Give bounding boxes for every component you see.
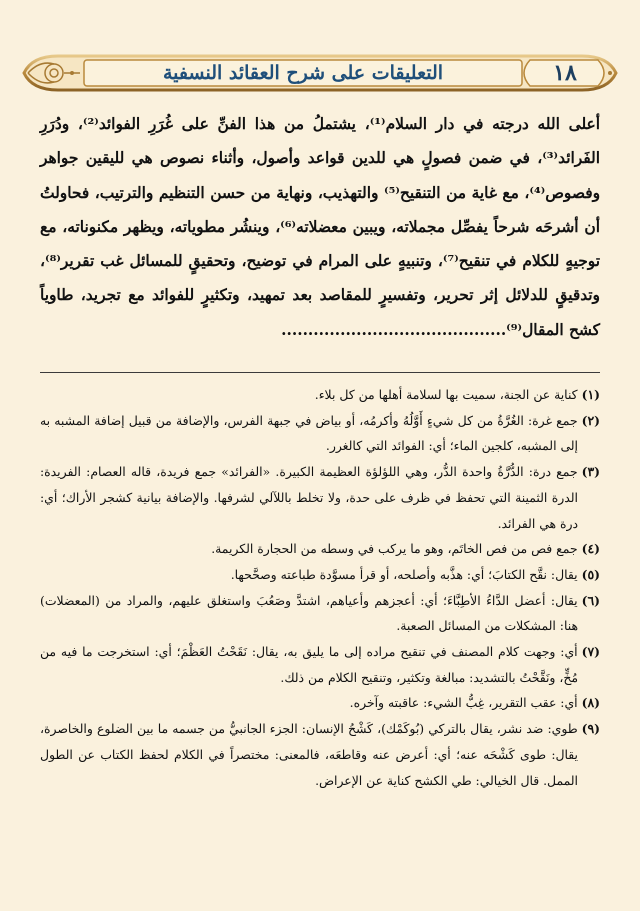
main-text-block <box>40 107 600 347</box>
footnote-text: جمع درة: الدُّرَّةُ واحدة الدُّر، وهي اللؤلؤة العظيمة الكبيرة. «الفرائد» جمع فريدة، قاله العصام: الفريدة: الدرة الثمينة التي تحفظ في ظرف على حدة، ولا تخلط باللآلي لشرفها. والإضافة بيانية كشجر الأراك؛ أي: درة هي الفرائد. <box>40 464 578 531</box>
footnote-5 <box>40 562 600 588</box>
footnote-1 <box>40 382 600 408</box>
footnote-4 <box>40 536 600 562</box>
footnote-7 <box>40 639 600 690</box>
footnote-3 <box>40 459 600 536</box>
main-paragraph: أعلى الله درجته في دار السلام⁽¹⁾، يشتملُ من هذا الفنِّ على غُرَرِ الفوائد⁽²⁾، ودُرَرِ الفَرائد⁽³⁾، في ضمن فصولٍ هي للدين قواعد وأصول، وأثناء نصوص هي لليقين جواهر وفصوص⁽⁴⁾، مع غاية من التنقيح⁽⁵⁾ والتهذيب، ونهاية من حسن التنظيم والترتيب، فحاولتُ أن أشرحَه شرحاً يفصِّل مجملاته، ويبين معضلاته⁽⁶⁾، وينشُر مطوياته، ويظهر مكنوناته، مع توجيهٍ للكلام في تنقيح⁽⁷⁾، وتنبيهٍ على المرام في توضيح، وتحقيقٍ للمسائل غب تقرير⁽⁸⁾، وتدقيقٍ للدلائل إثر تحرير، وتفسيرٍ للمقاصد بعد تمهيد، وتكثيرٍ للفوائد مع تجريد، طاوياً كشح المقال⁽⁹⁾.......................................... <box>40 115 601 339</box>
footnote-text: أي: عقب التقرير، غِبُّ الشيء: عاقبته وآخره. <box>349 695 578 711</box>
footnote-number: (٨) <box>581 695 600 711</box>
footnote-number: (٩) <box>581 721 600 737</box>
footnote-2 <box>40 408 600 459</box>
footnote-text: جمع غرة: الغُرَّةُ من كل شيءٍ أَوَّلُهُ وأكرمُه، أو بياض في جبهة الفرس، والإضافة من قبيل إضافة المشبه به إلى المشبه، كلجين الماء؛ أي: الفوائد التي كالغرر. <box>40 412 578 454</box>
footnote-text: أي: وجهت كلام المصنف في تنقيح مراده إلى ما يليق به، يقال: نَقَحْتُ العَظْمَ؛ أي: استخرجت ما فيه من مُخٍّ، ونَقَّحْتُ بالتشديد: مبالغة وتكثير، وتنقيح الكلام من ذلك. <box>40 644 578 685</box>
footnote-text: يقال: نقَّح الكتابَ؛ أي: هذَّبه وأصلحه، أو قرأ مسوَّدة طباعته وصحَّحها. <box>230 566 578 582</box>
running-title: التعليقات على شرح العقائد النسفية <box>162 62 444 84</box>
footnote-text: يقال: أعضل الدَّاءُ الأطِبَّاءَ؛ أي: أعجزهم وأعياهم، اشتدَّ وصَعُبَ واستغلق عليهم، والمراد من (المعضلات) هنا: المشكلات من المسائل الصعبة. <box>40 592 578 634</box>
footnote-9 <box>40 716 600 793</box>
footnote-number: (١) <box>581 387 600 402</box>
footnote-text: طوي: ضد نشر، يقال بالتركي (بُوكَمْك)، كَشْحُ الإنسان: الجزء الجانبيُّ من جسمه ما بين الضلوع والخاصرة، يقال: طوى كَشْحَه عنه؛ أي: أعرض عنه وقاطعَه، فالمعنى: مختصراً في الكلام لحفظ الكتاب عن الطول الممل. قال الخيالي: طي الكشح كناية عن الإعراض. <box>40 721 578 788</box>
footnote-number: (٦) <box>581 592 600 608</box>
footnote-8 <box>40 690 600 716</box>
footnote-number: (٣) <box>581 464 600 480</box>
footnote-number: (٥) <box>581 566 600 582</box>
footnote-text: جمع فص من فص الخاتَم، وهو ما يركب في وسطه من الحجارة الكريمة. <box>211 541 578 557</box>
page-header <box>18 52 622 94</box>
footnotes-section <box>40 382 600 793</box>
footnote-number: (٤) <box>581 541 600 557</box>
footnote-number: (٧) <box>581 644 600 660</box>
footnote-separator <box>40 372 600 373</box>
page-number: ١٨ <box>553 60 577 86</box>
footnote-6 <box>40 588 600 639</box>
footnote-number: (٢) <box>581 412 600 428</box>
footnote-text: كناية عن الجنة، سميت بها لسلامة أهلها من كل بلاء. <box>314 387 578 402</box>
